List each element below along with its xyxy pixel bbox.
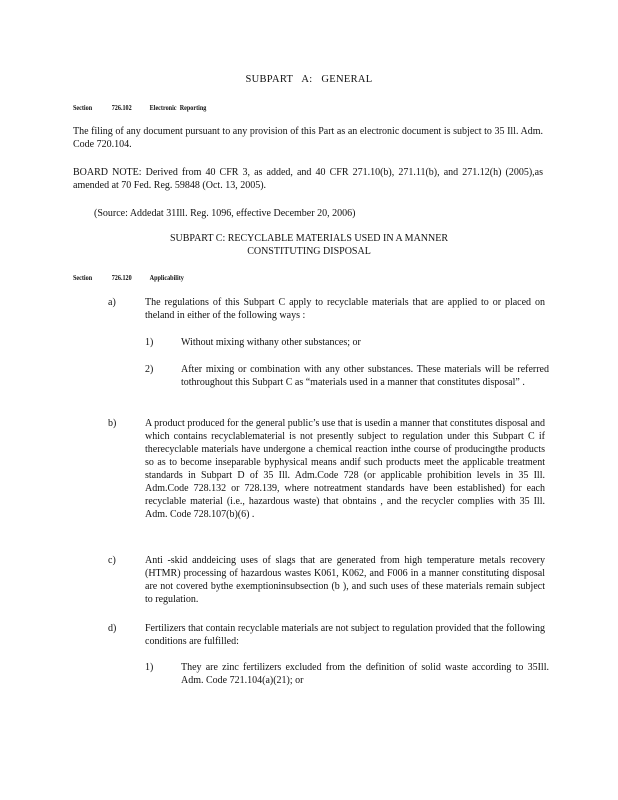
item-text-a: The regulations of this Subpart C apply to recyclable materials that are applied to or placed on theland in either of the following ways : — [145, 297, 545, 321]
subitem-label-a2: 2) — [145, 364, 154, 375]
subitem-text-a2: After mixing or combination with any other substances. These materials will be referred tothroughout this Subpart C as “materials used in a manner that constitutes disposal” . — [181, 364, 549, 388]
item-label-a: a) — [108, 297, 116, 308]
subpart-c-line-2: CONSTITUTING DISPOSAL — [247, 246, 371, 257]
subpart-a-heading: SUBPART A: GENERAL — [245, 74, 373, 85]
subitem-label-a1: 1) — [145, 337, 154, 348]
board-note: BOARD NOTE: Derived from 40 CFR 3, as added, and 40 CFR 271.10(b), 271.11(b), and 271.12(h) (2005),as amended at 70 Fed. Reg. 59848 (Oct. 13, 2005). — [73, 167, 543, 191]
source-note: (Source: Addedat 31Ill. Reg. 1096, effective December 20, 2006) — [94, 208, 356, 219]
item-label-c: c) — [108, 555, 116, 566]
item-text-b: A product produced for the general public’s use that is usedin a manner that constitutes disposal and which contains recyclablematerial is not presently subject to regulation under this Subpart C if therecyclable materials have undergone a chemical reaction inthe course of producingthe products so as to become inseparable byphysical means andif such products meet the applicable treatment standards in Subpart D of 35 Ill. Adm.Code 728 (or applicable prohibition levels in 35 Ill. Adm.Code 728.132 or 728.139, where notreatment standards have been established) for each recyclable material (i.e., hazardous waste) that obntains , and the recycler complies with 35 Ill. Adm. Code 728.107(b)(6) . — [145, 418, 545, 520]
subitem-text-a1: Without mixing withany other substances; or — [181, 337, 361, 348]
section-number: 726.102 — [111, 103, 132, 112]
subitem-text-d1: They are zinc fertilizers excluded from the definition of solid waste according to 35Ill. Adm. Code 721.104(a)(21); or — [181, 662, 549, 686]
section-726-120-heading — [73, 271, 184, 284]
item-text-d: Fertilizers that contain recyclable materials are not subject to regulation provided that the following conditions are fulfilled: — [145, 623, 545, 647]
subitem-label-d1: 1) — [145, 662, 154, 673]
subpart-c-heading — [0, 232, 618, 258]
section-label: Section — [73, 273, 93, 282]
item-label-b: b) — [108, 418, 117, 429]
section-label: Section — [73, 103, 93, 112]
subpart-c-line-1: SUBPART C: RECYCLABLE MATERIALS USED IN A MANNER — [169, 233, 449, 244]
item-text-c: Anti -skid anddeicing uses of slags that are generated from high temperature metals recovery (HTMR) processing of hazardous wastes K061, K062, and F006 in a manner constituting disposal are not covered bythe exemptioninsubsection (b ), and such uses of these materials remain subject to regulation. — [145, 555, 545, 605]
section-title: Applicability — [149, 273, 184, 282]
section-726-102-heading — [73, 101, 206, 114]
section-number: 726.120 — [111, 273, 132, 282]
filing-paragraph: The filing of any document pursuant to any provision of this Part as an electronic document is subject to 35 Ill. Adm. Code 720.104. — [73, 126, 543, 150]
section-title: Electronic Reporting — [149, 103, 207, 112]
item-label-d: d) — [108, 623, 117, 634]
